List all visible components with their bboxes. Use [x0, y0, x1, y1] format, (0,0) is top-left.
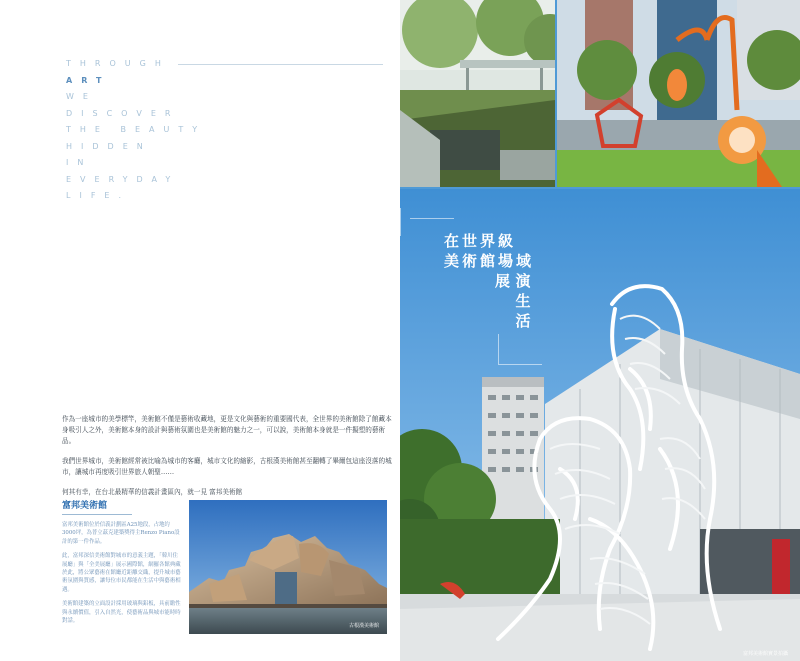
headline-line-3-prefix: 展	[495, 272, 514, 290]
poem-line: THE BEAUTY	[66, 125, 207, 134]
poem-line: HIDDEN	[66, 141, 152, 151]
guggenheim-photo	[189, 500, 387, 634]
intro-paragraph-3: 何其有幸，在台北最精華的信義計畫區內，就一見 富邦美術館	[62, 488, 243, 496]
headline-rule	[498, 334, 499, 364]
headline-rule	[400, 208, 401, 236]
poem-line: IN	[66, 158, 93, 167]
headline-line-1: 在世界級	[444, 232, 517, 250]
museum-title: 富邦美術館	[62, 501, 108, 511]
poem-line: THROUGH	[66, 59, 170, 68]
headline-rule	[498, 364, 542, 365]
museum-sidebar	[62, 498, 182, 631]
headline-vertical: 演生活	[515, 272, 531, 330]
poem-line: LIFE.	[66, 191, 131, 200]
headline-rule	[410, 218, 454, 219]
garden-photo	[400, 0, 555, 187]
museum-paragraph-3: 美術館建築的立面設計採用玻璃與鋁板，具前瞻性與永續價值，引入自然光，使藝術品與城市能時時對話。	[62, 601, 181, 625]
intro-text	[62, 414, 392, 507]
poem-line: EVERYDAY	[66, 174, 180, 184]
museum-paragraph-2: 此，富邦深信美術館對城市的意義主題，「韓川住展廳」與「全美展廳」展示國際館，網羅各館典藏於此，將公眾藝術在館廳近距離交織，提升城市藝術氛圍與質感，讓每位市民都能在生活中與藝術相遇。	[62, 553, 181, 593]
intro-paragraph-1: 作為一座城市的美學標竿，美術館不僅是藝術收藏地，更是文化與藝術的重要國代表，全世界的美術館除了館藏本身吸引人之外，美術館本身的設計與藝術氛圍也是美術館的魅力之一，可以說，美術館本身就是一件擬塑的藝術品。	[62, 415, 392, 445]
main-photo-caption: 富邦美術館實景拍攝	[742, 651, 788, 657]
poem-divider-line	[178, 64, 383, 65]
right-page	[400, 0, 800, 661]
museum-paragraph-1: 富邦美術館位於信義計劃區A25地段，占地約3000坪，為普立茲克建築獎得主Renzo Piano設計的第一件作品。	[62, 522, 180, 545]
museum-text	[62, 521, 182, 625]
english-poem	[66, 56, 206, 205]
intro-paragraph-2: 我們世界城市，美術館經常被比喻為城市的客廳，城市文化的縮影，古根漢美術館甚至翻轉了畢爾包這座沒落的城市，讓城市再度吸引世界旅人朝聖……	[62, 457, 392, 476]
museum-title-rule	[62, 514, 132, 515]
sculpture-park-photo	[557, 0, 800, 187]
poem-line: WE	[66, 92, 97, 101]
poem-line: DISCOVER	[66, 108, 180, 118]
headline-line-2: 美術館場域	[444, 252, 535, 270]
guggenheim-caption: 古根漢美術館	[348, 623, 379, 629]
poem-line-emphasis: ART	[66, 75, 111, 85]
